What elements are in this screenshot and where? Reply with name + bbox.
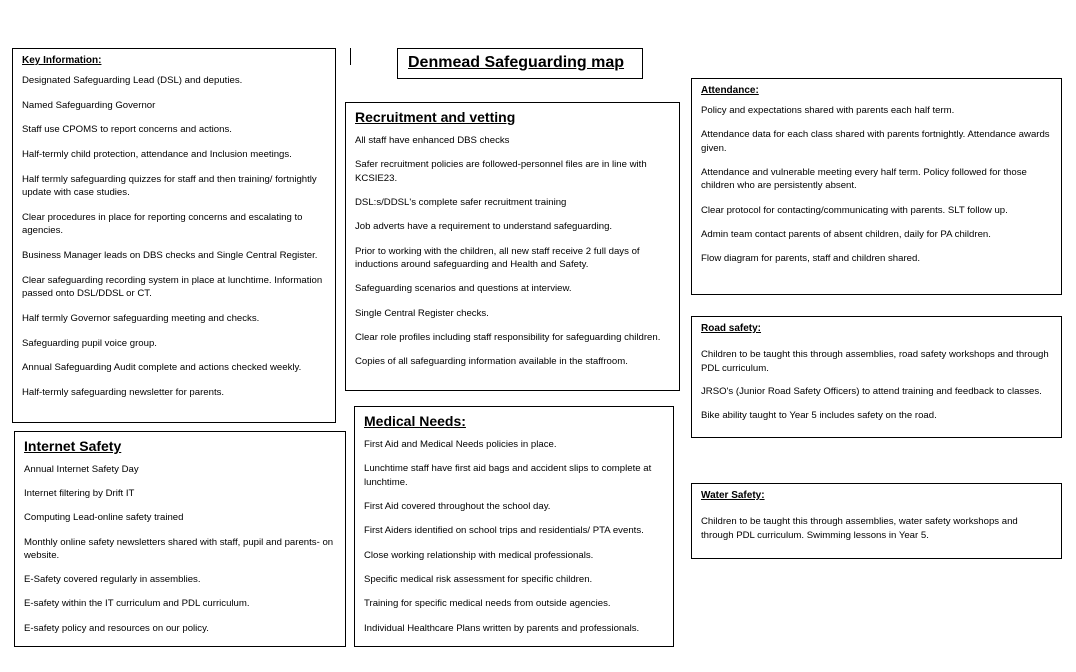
list-item: Copies of all safeguarding information available in the staffroom.	[355, 356, 628, 368]
list-item: Prior to working with the children, all new staff receive 2 full days of inductions around safeguarding and Health and Safety.	[355, 245, 640, 271]
list-item: Internet filtering by Drift IT	[24, 488, 135, 500]
medical-needs-title: Medical Needs:	[364, 413, 466, 429]
list-item: Training for specific medical needs from outside agencies.	[364, 598, 611, 610]
water-safety-title: Water Safety:	[701, 490, 765, 501]
list-item: First Aiders identified on school trips and residentials/ PTA events.	[364, 525, 644, 537]
attendance-title: Attendance:	[701, 85, 759, 96]
list-item: Close working relationship with medical professionals.	[364, 549, 594, 561]
list-item: Lunchtime staff have first aid bags and accident slips to complete at lunchtime.	[364, 463, 652, 488]
recruitment-title: Recruitment and vetting	[355, 109, 516, 125]
key-information-list	[22, 74, 326, 400]
road-safety-box	[691, 316, 1062, 438]
list-item: Children to be taught this through assemblies, water safety workshops and through PDL curriculum. Swimming lessons in Year 5.	[701, 516, 1018, 541]
medical-needs-list	[364, 438, 664, 635]
page-title: Denmead Safeguarding map	[397, 48, 643, 79]
recruitment-box	[345, 102, 680, 391]
list-item: Job adverts have a requirement to understand safeguarding.	[355, 221, 613, 233]
list-item: Half-termly safeguarding newsletter for parents.	[22, 387, 225, 399]
list-item: All staff have enhanced DBS checks	[355, 135, 510, 146]
list-item: Clear role profiles including staff responsibility for safeguarding children.	[355, 332, 661, 344]
list-item: Single Central Register checks.	[355, 307, 489, 319]
list-item: E-safety within the IT curriculum and PDL curriculum.	[24, 598, 250, 610]
attendance-box	[691, 78, 1062, 295]
list-item: Monthly online safety newsletters shared with staff, pupil and parents- on website.	[24, 536, 334, 562]
list-item: Admin team contact parents of absent children, daily for PA children.	[701, 228, 991, 240]
attendance-list	[701, 104, 1052, 265]
recruitment-list	[355, 134, 670, 369]
list-item: First Aid covered throughout the school day.	[364, 501, 551, 513]
list-item: Children to be taught this through assemblies, road safety workshops and through PDL curriculum.	[701, 349, 1049, 374]
internet-safety-box	[14, 431, 346, 647]
list-item: Specific medical risk assessment for specific children.	[364, 573, 593, 585]
key-information-box	[12, 48, 336, 423]
list-item: JRSO's (Junior Road Safety Officers) to attend training and feedback to classes.	[701, 386, 1042, 397]
list-item: Named Safeguarding Governor	[22, 99, 156, 111]
list-item: Clear procedures in place for reporting concerns and escalating to agencies.	[22, 211, 303, 237]
list-item: Annual Internet Safety Day	[24, 464, 139, 475]
list-item: Staff use CPOMS to report concerns and actions.	[22, 124, 232, 136]
internet-safety-title: Internet Safety	[24, 438, 122, 454]
water-safety-list	[701, 515, 1052, 542]
key-information-title: Key Information:	[22, 55, 102, 66]
list-item: First Aid and Medical Needs policies in place.	[364, 439, 557, 450]
list-item: Safer recruitment policies are followed-personnel files are in line with KCSIE23.	[355, 159, 647, 184]
list-item: Flow diagram for parents, staff and children shared.	[701, 252, 920, 264]
list-item: Safeguarding pupil voice group.	[22, 337, 157, 349]
list-item: Annual Safeguarding Audit complete and actions checked weekly.	[22, 362, 302, 374]
list-item: Individual Healthcare Plans written by parents and professionals.	[364, 622, 640, 634]
list-item: E-safety policy and resources on our policy.	[24, 622, 209, 634]
list-item: Clear protocol for contacting/communicating with parents. SLT follow up.	[701, 204, 1008, 216]
road-safety-list	[701, 348, 1052, 422]
list-item: DSL:s/DDSL's complete safer recruitment training	[355, 197, 567, 209]
road-safety-title: Road safety:	[701, 323, 762, 334]
list-item: Designated Safeguarding Lead (DSL) and deputies.	[22, 75, 243, 86]
list-item: Half-termly child protection, attendance and Inclusion meetings.	[22, 149, 292, 161]
list-item: Clear safeguarding recording system in place at lunchtime. Information passed onto DSL/DDSL or CT.	[22, 274, 323, 300]
text-cursor	[350, 48, 351, 65]
list-item: Computing Lead-online safety trained	[24, 512, 184, 524]
water-safety-box	[691, 483, 1062, 559]
list-item: Bike ability taught to Year 5 includes safety on the road.	[701, 409, 937, 421]
list-item: E-Safety covered regularly in assemblies.	[24, 574, 201, 586]
list-item: Half termly Governor safeguarding meeting and checks.	[22, 313, 260, 324]
list-item: Policy and expectations shared with parents each half term.	[701, 105, 955, 116]
list-item: Business Manager leads on DBS checks and Single Central Register.	[22, 250, 318, 262]
internet-safety-list	[24, 463, 336, 635]
list-item: Safeguarding scenarios and questions at interview.	[355, 283, 572, 295]
list-item: Attendance data for each class shared with parents fortnightly. Attendance awards given.	[701, 129, 1050, 154]
list-item: Attendance and vulnerable meeting every half term. Policy followed for those children who are persistently absent.	[701, 166, 1027, 192]
list-item: Half termly safeguarding quizzes for staff and then training/ fortnightly update with case studies.	[22, 173, 317, 199]
medical-needs-box	[354, 406, 674, 647]
